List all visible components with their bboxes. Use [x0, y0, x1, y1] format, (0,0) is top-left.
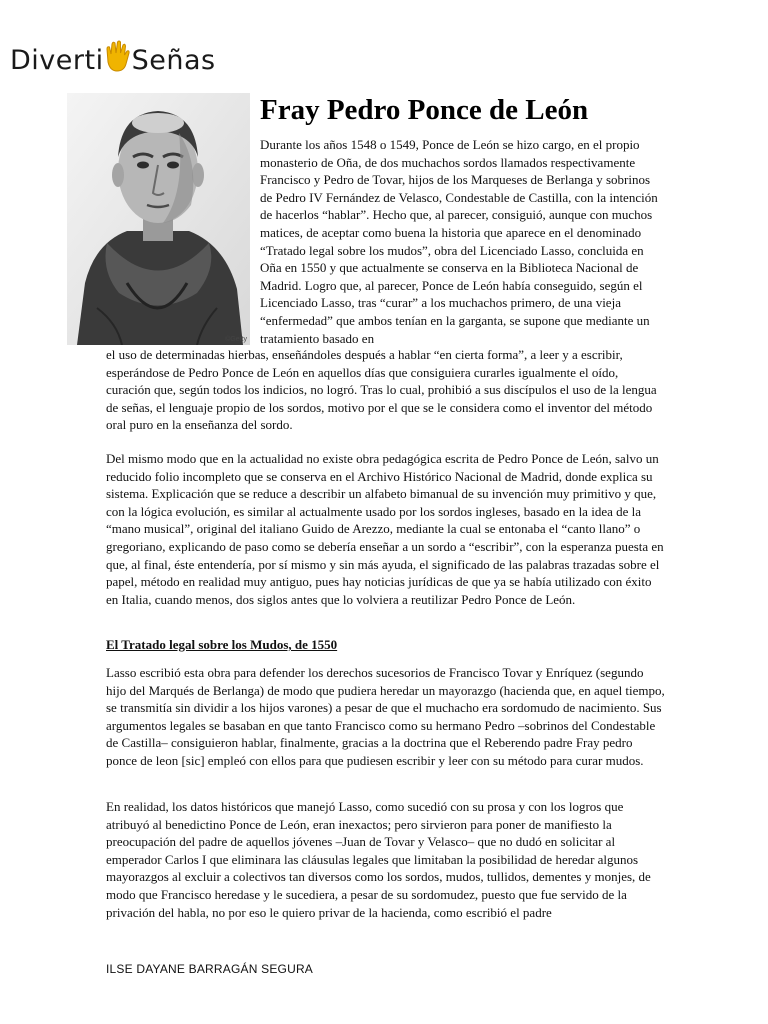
divertisenas-logo: [10, 30, 216, 76]
logo-text-left: Diverti: [10, 45, 104, 76]
paragraph-method: Del mismo modo que en la actualidad no existe obra pedagógica escrita de Pedro Ponce de León, salvo un reducido folio incompleto que se conserva en el Archivo Histórico Nacional de Madrid, donde explica su sistema. Explicación que se reduce a describir un alfabeto bimanual de su invención muy primitivo y que, con la lógica evolución, es similar al actualmente usado por los sordos ingleses, basado en la idea de la “mano musical”, original del italiano Guido de Arezzo, mediante la cual se entonaba el “canto llano” o gregoriano, explicando de paso como se debería enseñar a un sordo a “escribir”, con la esperanza puesta en que, al final, éste entendería, por sí mismo y sin más ayuda, el significado de las palabras trazadas sobre el papel, método en realidad muy antiguo, pues hay noticias jurídicas de que ya se había utilizado con éxito en Italia, cuando menos, dos siglos antes que lo volviera a reutilizar Pedro Ponce de León.: [106, 451, 664, 607]
page-title: Fray Pedro Ponce de León: [260, 94, 589, 126]
paragraph-intro-continued: el uso de determinadas hierbas, enseñándoles después a hablar “en cierta forma”, a leer y a escribir, esperándose de Pedro Ponce de León en aquellos días que consiguiera curarles igualmente el oído, curación que, según todos los indicios, no logró. Tras lo cual, prohibió a sus discípulos el uso de la lengua de señas, el lenguaje propio de los sordos, motivo por el que se le considera como el inventor del método oral puro en la enseñanza del sordo.: [106, 347, 657, 433]
hand-crown-icon: [105, 40, 131, 74]
paragraph-lasso: Lasso escribió esta obra para defender los derechos sucesorios de Francisco Tovar y Enríquez (segundo hijo del Marqués de Berlanga) de modo que pudiera heredar un mayorazgo (hacienda que, en aquel tiempo, se transmitía sin dividir a los hijos varones) a pesar de que el muchacho era sordomudo de nacimiento. Sus argumentos legales se basaban en que tanto Francisco como su hermano Pedro –sobrinos del Condestable de Castilla– consiguieron hablar, finalmente, gracias a la doctrina que el Reberendo padre Fray pedro ponce de leon [sic] empleó con ellos para que pudiesen escribir y leer con su método para curar mudos.: [106, 665, 665, 768]
portrait-image: [67, 93, 250, 345]
section-heading-tratado: El Tratado legal sobre los Mudos, de 1550: [106, 637, 338, 652]
paragraph-intro-side: Durante los años 1548 o 1549, Ponce de León se hizo cargo, en el propio monasterio de Oña, de dos muchachos sordos llamados respectivamente Francisco y Pedro de Tovar, hijos de los Marqueses de Berlanga y sobrinos de Pedro IV Fernández de Velasco, Condestable de Castilla, con la intención de hacerlos “hablar”. Hecho que, al parecer, consiguió, aunque con muchos matices, de aceptar como buena la historia que aparece en el denominado “Tratado legal sobre los mudos”, obra del Licenciado Lasso, concluida en Oña en 1550 y que actualmente se conserva en la Biblioteca Nacional de Madrid. Logro que, al parecer, Ponce de León había conseguido, según el Licenciado Lasso, tras “curar” a los muchachos primero, de una vieja “enfermedad” que ambos tenían en la garganta, se supone que mediante un tratamiento basado en: [260, 137, 658, 346]
paragraph-historical-data: En realidad, los datos históricos que manejó Lasso, como sucedió con su prosa y con los logros que atribuyó al benedictino Ponce de León, eran inexactos; pero sirvieron para poner de manifiesto la preocupación del padre de aquellos jóvenes –Juan de Tovar y Velasco– que no dudó en solicitar al emperador Carlos I que eliminara las cláusulas legales que limitaban la posibilidad de heredar algunos mayorazgos al excluir a colectivos tan diversos como los sordos, mudos, tullidos, dementes y monjes, de modo que Francisco heredase y le sucediera, a pesar de su sordomudez, puesto que fue servido de la privación del habla, no por eso le quiero privar de la hacienda, como escribió el padre: [106, 799, 651, 920]
footer-author: ILSE DAYANE BARRAGÁN SEGURA: [106, 962, 314, 976]
portrait-copyright: ©Getty: [225, 336, 247, 343]
logo-text-right: Señas: [131, 45, 216, 76]
